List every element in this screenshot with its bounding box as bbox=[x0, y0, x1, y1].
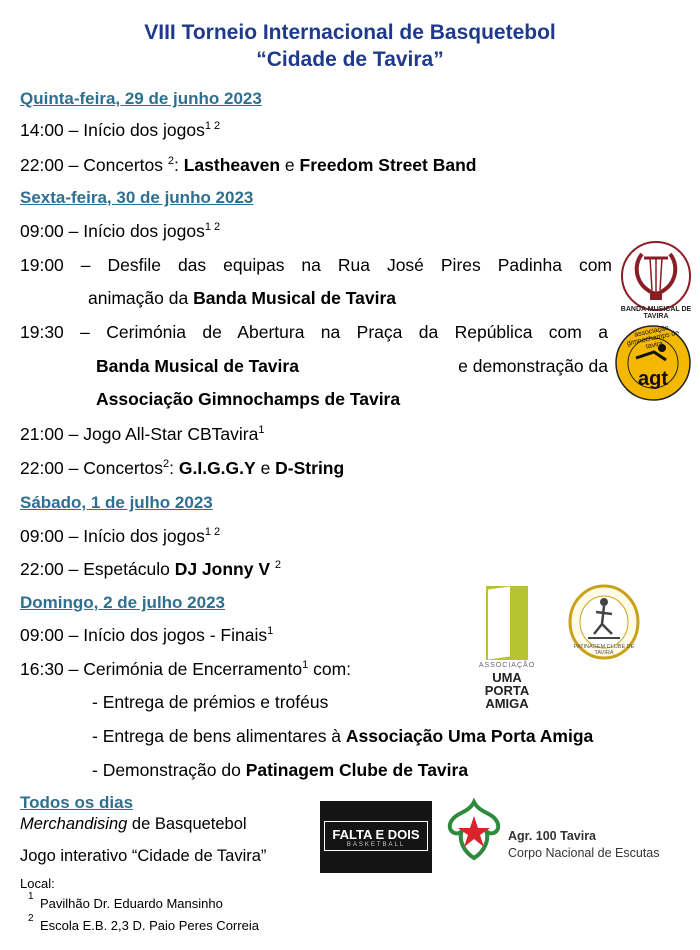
day-heading-sunday: Domingo, 2 de julho 2023 bbox=[20, 593, 225, 612]
everyday-line-2: Jogo interativo “Cidade de Tavira” bbox=[20, 847, 267, 865]
banda-musical-logo bbox=[614, 236, 698, 320]
bullet-sun-3: - Demonstração do Patinagem Clube de Tavira bbox=[92, 760, 469, 780]
cne-org-name: Corpo Nacional de Escutas bbox=[508, 846, 660, 860]
bullet-sun-2: - Entrega de bens alimentares à Associação Uma Porta Amiga bbox=[92, 726, 594, 746]
event-fri-4: 21:00 – Jogo All-Star CBTavira$^1$ bbox=[20, 424, 265, 444]
door-opening bbox=[488, 586, 510, 659]
falta-e-dois-text: FALTA E DOIS bbox=[332, 827, 420, 842]
event-sun-1: 09:00 – Início dos jogos - Finais$^1$ bbox=[20, 625, 274, 645]
event-thu-2: 22:00 – Concertos $^2$: Lastheaven e Freedom Street Band bbox=[20, 155, 477, 175]
event-fri-1: 09:00 – Início dos jogos$^{1 2}$ bbox=[20, 221, 221, 241]
agt-logo bbox=[614, 324, 692, 402]
local-place-1: Pavilhão Dr. Eduardo Mansinho bbox=[40, 896, 223, 911]
event-fri-5: 22:00 – Concertos$^2$: G.I.G.G.Y e D-String bbox=[20, 458, 345, 478]
page-subtitle: “Cidade de Tavira” bbox=[256, 48, 444, 71]
local-place-2: Escola E.B. 2,3 D. Paio Peres Correia bbox=[40, 918, 259, 933]
event-thu-1: 14:00 – Início dos jogos$^{1 2}$ bbox=[20, 120, 221, 140]
pct-ring-text: PATINAGEM CLUBE DE TAVIRA bbox=[573, 644, 635, 656]
event-sun-2: 16:30 – Cerimónia de Encerramento$^1$ com: bbox=[20, 659, 352, 679]
event-fri-3-line2: Banda Musical de Tavira e demonstração da bbox=[96, 356, 608, 376]
bullet-sun-1: - Entrega de prémios e troféus bbox=[92, 692, 329, 712]
agt-ring-text: associação gimnochamps de tavira bbox=[626, 324, 680, 351]
event-sat-1: 09:00 – Início dos jogos$^{1 2}$ bbox=[20, 526, 221, 546]
upa-line-2: PORTA bbox=[484, 683, 530, 698]
uma-porta-amiga-logo bbox=[478, 586, 536, 714]
patinagem-clube-logo bbox=[568, 584, 640, 660]
event-fri-2-line1: 19:00 – Desfile das equipas na Rua José Pires Padinha com bbox=[20, 255, 612, 275]
everyday-heading: Todos os dias bbox=[20, 793, 134, 812]
upa-line-1: UMA bbox=[492, 670, 522, 685]
event-fri-2-line2: animação da Banda Musical de Tavira bbox=[88, 288, 397, 308]
event-sat-2: 22:00 – Espetáculo DJ Jonny V $^2$ bbox=[20, 559, 282, 579]
everyday-line-1: Merchandising de Basquetebol bbox=[20, 815, 247, 833]
banda-logo-text: BANDA MUSICAL DE TAVIRA bbox=[620, 306, 692, 320]
upa-top-text: ASSOCIAÇÃO bbox=[478, 662, 536, 669]
falta-e-dois-sub: BASKETBALL bbox=[346, 842, 406, 848]
page-title: VIII Torneio Internacional de Basquetebol bbox=[144, 21, 556, 44]
event-fri-3-line1: 19:30 – Cerimónia de Abertura na Praça da República com a bbox=[20, 322, 608, 342]
day-heading-saturday: Sábado, 1 de julho 2023 bbox=[20, 493, 213, 512]
falta-e-dois-logo bbox=[320, 801, 432, 873]
local-num-1: 1 bbox=[28, 891, 34, 902]
day-heading-friday: Sexta-feira, 30 de junho 2023 bbox=[20, 188, 254, 207]
day-heading-thursday: Quinta-feira, 29 de junho 2023 bbox=[20, 89, 262, 108]
upa-line-3: AMIGA bbox=[485, 696, 529, 711]
cne-emblem bbox=[440, 796, 508, 864]
agt-logo-text: agt bbox=[638, 368, 668, 390]
cne-group-name: Agr. 100 Tavira bbox=[508, 829, 597, 843]
local-label: Local: bbox=[20, 876, 55, 891]
event-fri-3-line3: Associação Gimnochamps de Tavira bbox=[96, 389, 401, 409]
local-num-2: 2 bbox=[28, 913, 34, 924]
